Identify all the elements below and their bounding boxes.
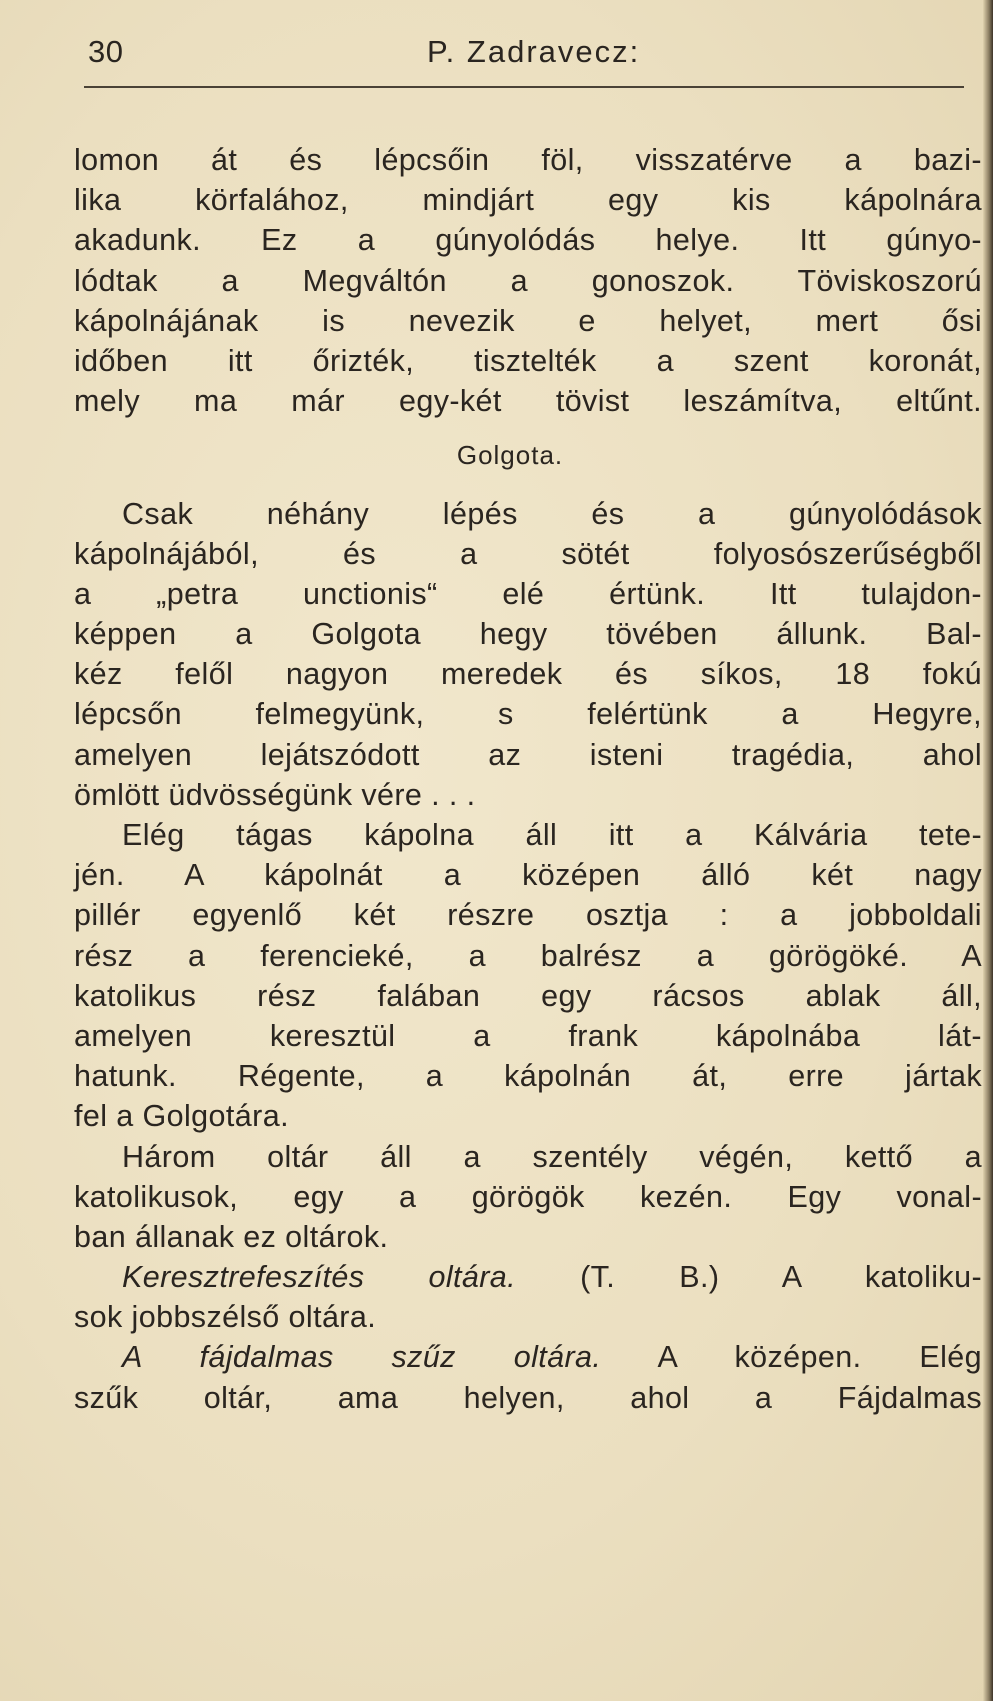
text-line: Csak néhány lépés és a gúnyolódások xyxy=(122,496,982,531)
text-line: hatunk. Régente, a kápolnán át, erre jártak xyxy=(74,1059,982,1094)
text-line: kéz felől nagyon meredek és síkos, 18 fokú xyxy=(74,657,982,692)
page-binding-edge xyxy=(983,0,993,1701)
text-line: ömlött üdvösségünk vére . . . xyxy=(74,777,476,812)
paragraph-1 xyxy=(74,140,982,421)
text-line: akadunk. Ez a gúnyolódás helye. Itt gúnyo- xyxy=(74,223,982,258)
text-line xyxy=(74,1257,982,1297)
text-line: lika körfalához, mindjárt egy kis kápolnára xyxy=(74,183,982,218)
text-line: katolikus rész falában egy rácsos ablak áll, xyxy=(74,978,982,1013)
text-line: Három oltár áll a szentély végén, kettő a xyxy=(122,1139,982,1174)
paragraph-3 xyxy=(74,815,982,1137)
text-line: rész a ferencieké, a balrész a görögöké. A xyxy=(74,938,982,973)
page-number: 30 xyxy=(88,34,124,69)
text-line: kápolnájából, és a sötét folyosószerűségből xyxy=(74,536,982,571)
section-heading: Golgota. xyxy=(456,440,564,471)
text-line: lódtak a Megváltón a gonoszok. Töviskoszorú xyxy=(74,263,982,298)
text-line: Elég tágas kápolna áll itt a Kálvária tete- xyxy=(122,818,982,852)
paragraph-5 xyxy=(74,1257,982,1337)
text-line: ban állanak ez oltárok. xyxy=(74,1219,389,1254)
text-fragment: A középen. Elég xyxy=(657,1340,982,1375)
text-line: amelyen lejátszódott az isteni tragédia, ahol xyxy=(74,737,982,772)
text-line: kápolnájának is nevezik e helyet, mert ősi xyxy=(74,303,982,338)
text-line: amelyen keresztül a frank kápolnába lát- xyxy=(74,1018,982,1053)
altar-title: Keresztrefeszítés oltára. xyxy=(122,1260,517,1295)
text-line: képpen a Golgota hegy tövében állunk. Bal- xyxy=(74,617,982,652)
text-fragment: (T. B.) A katoliku- xyxy=(580,1260,982,1295)
paragraph-2 xyxy=(74,494,982,816)
running-head: P. Zadravecz: xyxy=(427,34,641,69)
altar-title: A fájdalmas szűz oltára. xyxy=(122,1340,602,1375)
text-line: pillér egyenlő két részre osztja : a jobboldali xyxy=(74,898,982,933)
text-line: fel a Golgotára. xyxy=(74,1099,289,1134)
text-line: lomon át és lépcsőin föl, visszatérve a bazi- xyxy=(74,143,982,177)
paragraph-6 xyxy=(74,1337,982,1417)
text-line: katolikusok, egy a görögök kezén. Egy vonal- xyxy=(74,1179,982,1214)
text-line: szűk oltár, ama helyen, ahol a Fájdalmas xyxy=(74,1380,982,1415)
page-header xyxy=(88,34,958,78)
body-text xyxy=(74,140,982,1418)
text-line: sok jobbszélső oltára. xyxy=(74,1300,377,1335)
text-line: lépcsőn felmegyünk, s felértünk a Hegyre, xyxy=(74,697,982,732)
text-line: időben itt őrizték, tisztelték a szent koronát, xyxy=(74,343,982,378)
text-line: jén. A kápolnát a középen álló két nagy xyxy=(74,858,982,893)
paragraph-4 xyxy=(74,1137,982,1258)
text-line: mely ma már egy-két tövist leszámítva, eltűnt. xyxy=(74,384,982,419)
text-line xyxy=(74,1337,982,1377)
text-line: a „petra unctionis“ elé értünk. Itt tulajdon- xyxy=(74,576,982,611)
header-rule xyxy=(84,86,964,88)
